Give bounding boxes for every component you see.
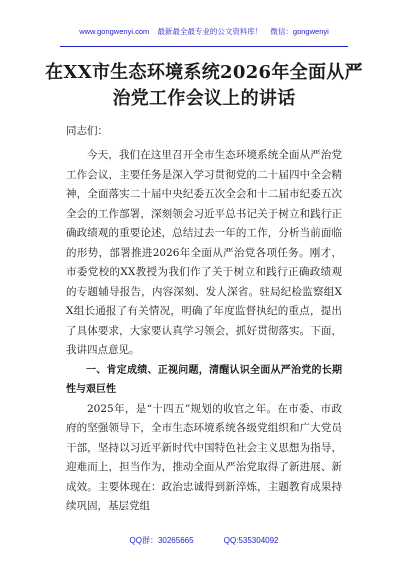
- intro-paragraph: 今天，我们在这里召开全市生态环境系统全面从严治党工作会议，主要任务是深入学习贯彻党的二十届四中全会精神，全面落实二十届中央纪委五次全会和十二届市纪委五次全会的工作部署，深刻领会习近平总书记关于树立和践行正确政绩观的重要论述，总结过去一年的工作，分析当前面临的形势，部署推进2026年全面从严治党各项任务。刚才，市委党校的XX教授为我们作了关于树立和践行正确政绩观的专题辅导报告，内容深刻、发人深省。驻局纪检监察组XX组长通报了有关情况，明确了年度监督执纪的重点，提出了具体要求，大家要认真学习领会，抓好贯彻落实。下面，我讲四点意见。: [66, 149, 342, 356]
- site-url[interactable]: www.gongwenyi.com: [79, 27, 150, 36]
- qq-group: QQ群：30265665: [129, 536, 194, 545]
- site-header: [0, 26, 408, 37]
- salutation: 同志们：: [66, 125, 108, 137]
- site-tagline: 最新最全最专业的公文资料库！: [157, 27, 263, 36]
- wechat-contact: 微信：gongwenyi: [270, 27, 329, 36]
- header-divider: [60, 46, 348, 47]
- document-title: 在XX市生态环境系统2026年全面从严治党工作会议上的讲话: [45, 62, 363, 109]
- section-heading-1: 一、肯定成绩、正视问题，清醒认识全面从严治党的长期性与艰巨性: [66, 364, 342, 395]
- document-body: [66, 146, 342, 517]
- page-footer: [0, 535, 408, 546]
- qq-contact: QQ:535304092: [223, 536, 279, 545]
- section-1-paragraph: 2025年，是“十四五”规划的收官之年。在市委、市政府的坚强领导下，全市生态环境系统各级党组织和广大党员干部，坚持以习近平新时代中国特色社会主义思想为指导，迎难而上，担当作为，推动全面从严治党取得了新进展、新成效。主要体现在：政治忠诚得到新淬炼，主题教育成果持续巩固，基层党组: [66, 402, 342, 512]
